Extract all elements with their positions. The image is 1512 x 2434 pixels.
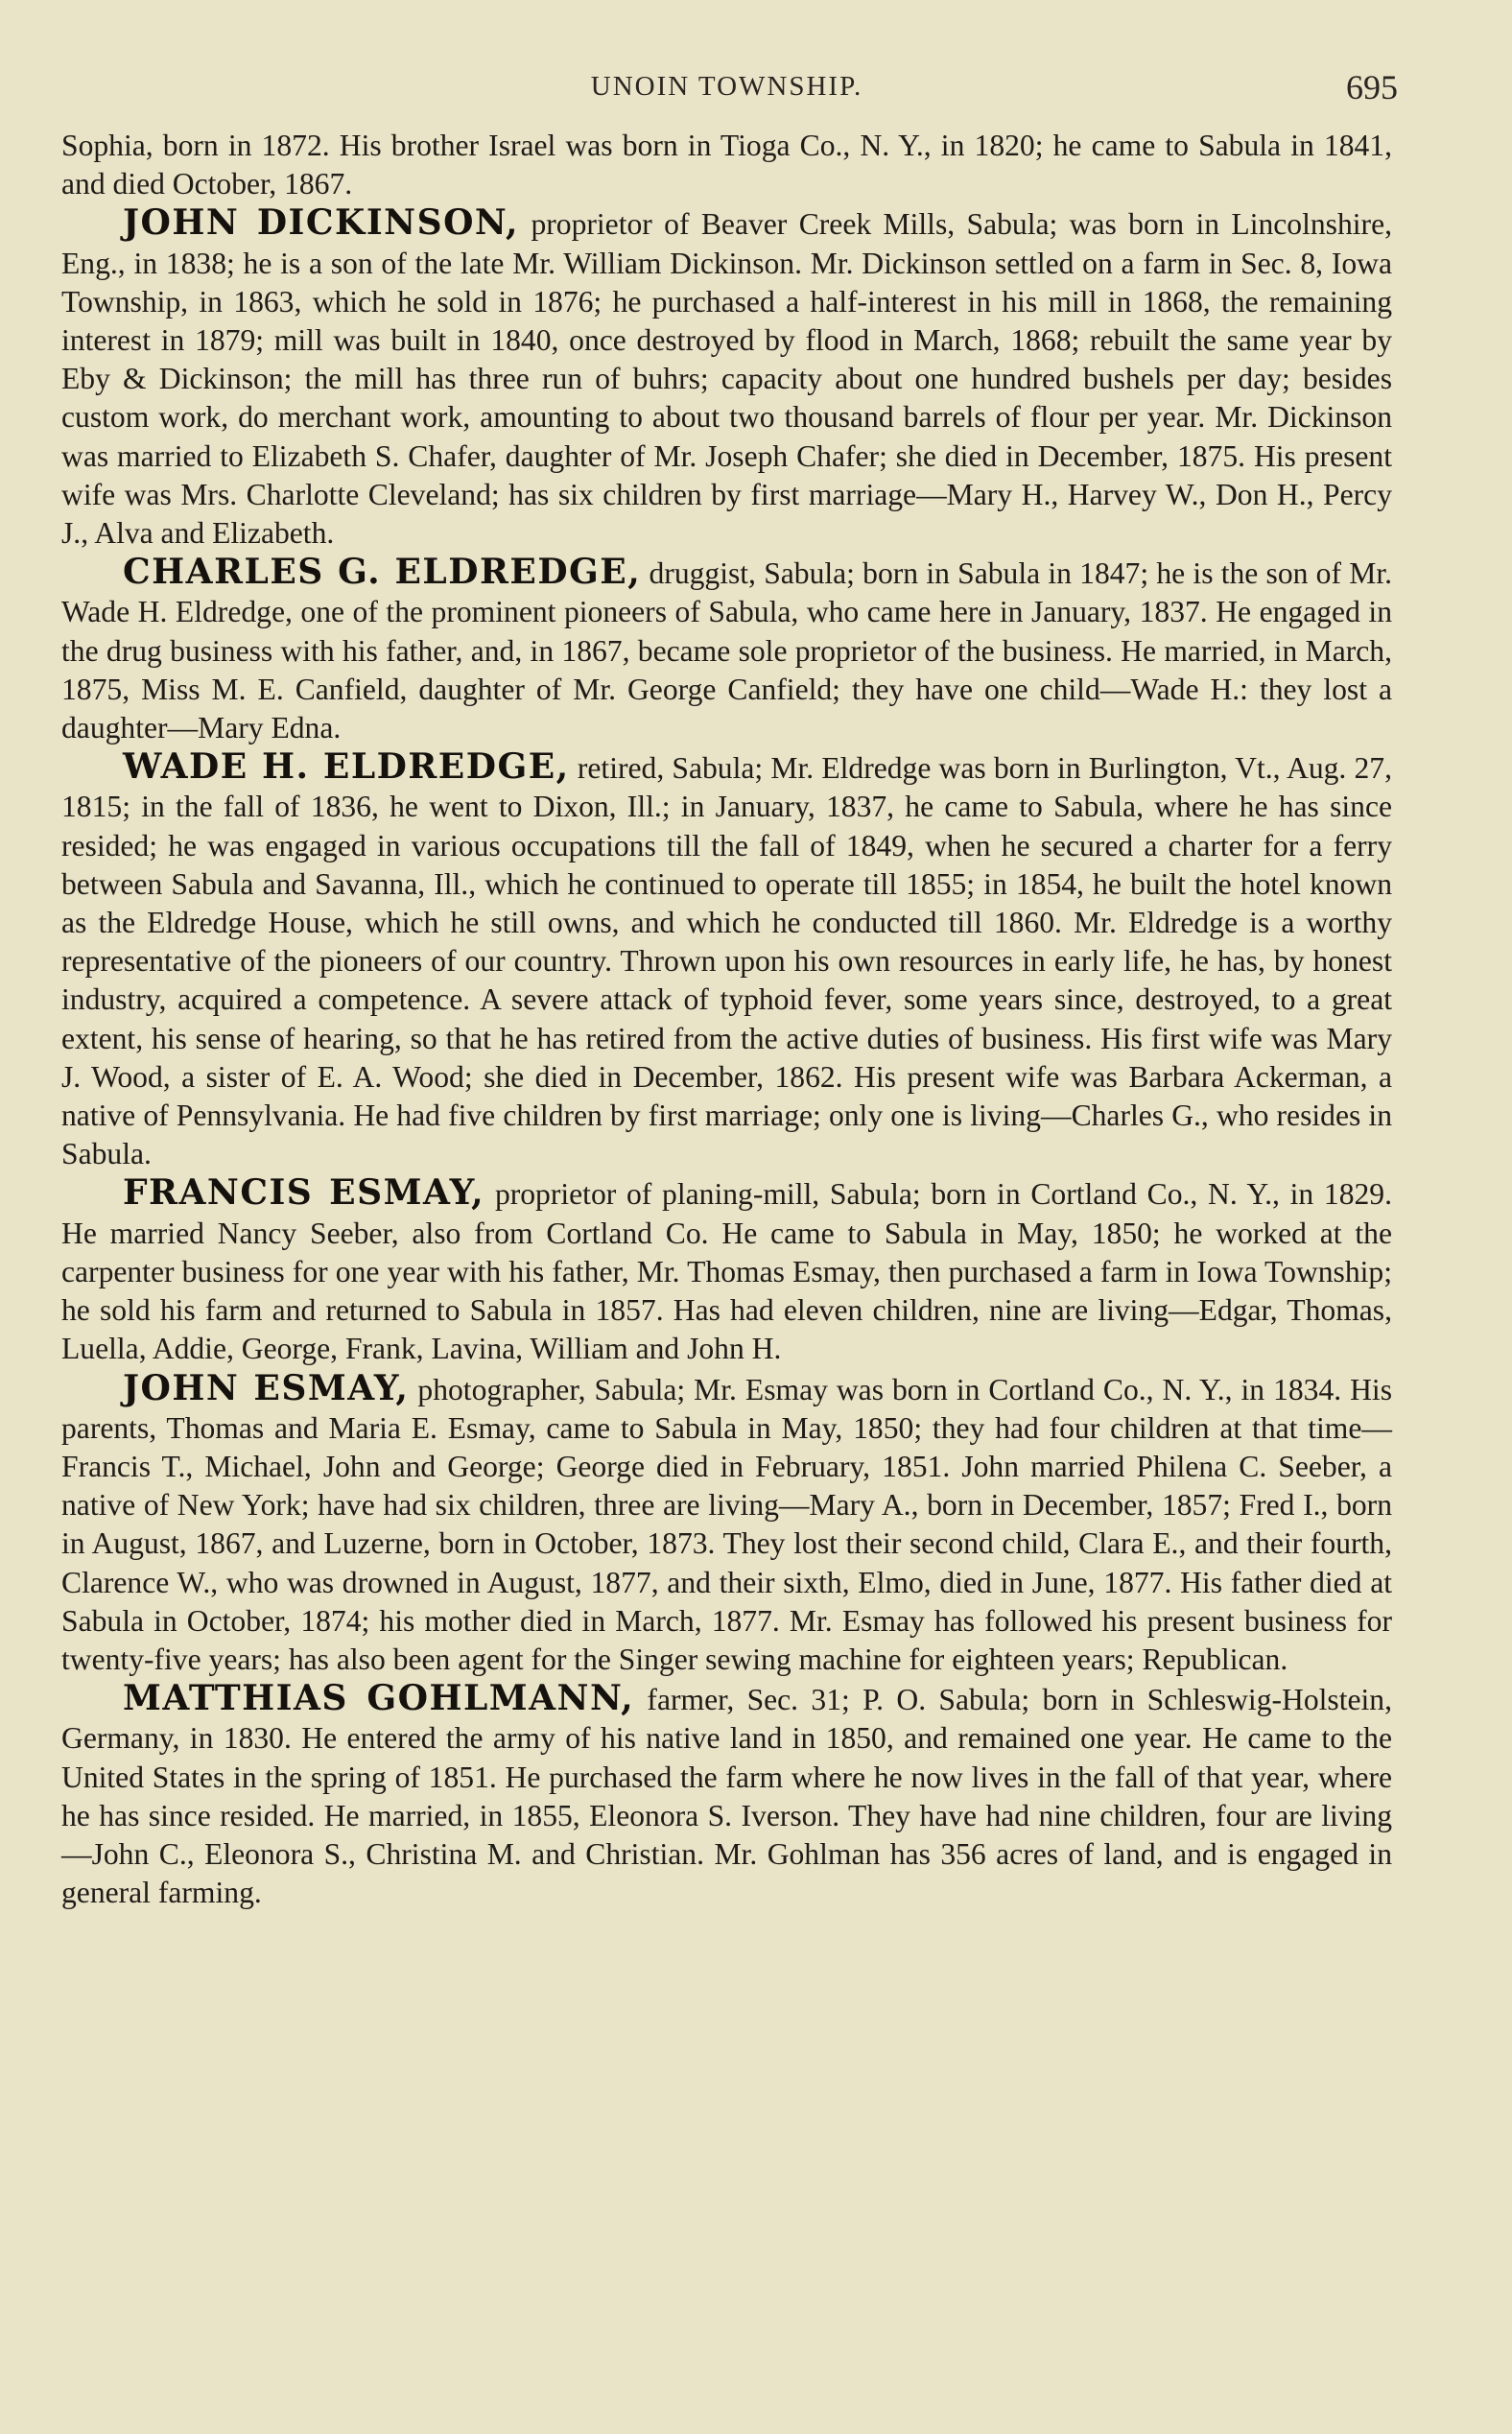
entry-charles-g-eldredge <box>61 553 1392 747</box>
page-number: 695 <box>1346 68 1398 106</box>
entry-matthias-gohlmann <box>61 1679 1392 1912</box>
entry-name: WADE H. ELDREDGE, <box>123 746 570 788</box>
entry-text: proprietor of Beaver Creek Mills, Sabula; was born in Lincolnshire, Eng., in 1838; he is a son of the late Mr. William Dickinson. Mr. Dickinson settled on a farm in Sec. 8, Iowa Township, in 1863, which he sold in 1876; he purchased a half-interest in his mill in 1868, the remaining interest in 1879; mill was built in 1840, once destroyed by flood in March, 1868; rebuilt the same year by Eby & Dickinson; the mill has three run of buhrs; capacity about one hundred bushels per day; besides custom work, do merchant work, amounting to about two thousand barrels of flour per year. Mr. Dickinson was married to Elizabeth S. Chafer, daughter of Mr. Joseph Chafer; she died in December, 1875. His present wife was Mrs. Charlotte Cleveland; has six children by first marriage—Mary H., Harvey W., Don H., Percy J., Alva and Elizabeth. <box>61 207 1392 551</box>
entry-text: farmer, Sec. 31; P. O. Sabula; born in Schleswig-Holstein, Germany, in 1830. He entered the army of his native land in 1850, and remained one year. He came to the United States in the spring of 1851. He purchased the farm where he now lives in the fall of that year, where he has since resided. He married, in 1855, Eleonora S. Iverson. They have had nine children, four are living—John C., Eleonora S., Christina M. and Christian. Mr. Gohlman has 356 acres of land, and is engaged in general farming. <box>61 1683 1392 1910</box>
entry-name: MATTHIAS GOHLMANN, <box>123 1678 635 1719</box>
entry-text: druggist, Sabula; born in Sabula in 1847; he is the son of Mr. Wade H. Eldredge, one of the prominent pioneers of Sabula, who came here in January, 1837. He engaged in the drug business with his father, and, in 1867, became sole proprietor of the business. He married, in March, 1875, Miss M. E. Canfield, daughter of Mr. George Canfield; they have one child—Wade H.: they lost a daughter—Mary Edna. <box>61 556 1392 745</box>
entry-name: CHARLES G. ELDREDGE, <box>123 552 642 593</box>
entry-francis-esmay <box>61 1173 1392 1368</box>
entry-text: retired, Sabula; Mr. Eldredge was born in Burlington, Vt., Aug. 27, 1815; in the fall of 1836, he went to Dixon, Ill.; in January, 1837, he came to Sabula, where he has since resided; he was engaged in various occupations till the fall of 1849, when he secured a charter for a ferry between Sabula and Savanna, Ill., which he continued to operate till 1855; in 1854, he built the hotel known as the Eldredge House, which he still owns, and which he conducted till 1860. Mr. Eldredge is a worthy representative of the pioneers of our country. Thrown upon his own resources in early life, he has, by honest industry, acquired a competence. A severe attack of typhoid fever, some years since, destroyed, to a great extent, his sense of hearing, so that he has retired from the active duties of business. His first wife was Mary J. Wood, a sister of E. A. Wood; she died in December, 1862. His present wife was Barbara Ackerman, a native of Pennsylvania. He had five children by first marriage; only one is living—Charles G., who resides in Sabula. <box>61 751 1392 1171</box>
running-head <box>61 61 1398 119</box>
body-text <box>61 127 1392 1912</box>
entry-text: photographer, Sabula; Mr. Esmay was born in Cortland Co., N. Y., in 1834. His parents, Thomas and Maria E. Esmay, came to Sabula in May, 1850; they had four children at that time—Francis T., Michael, John and George; George died in February, 1851. John married Philena C. Seeber, a native of New York; have had six children, three are living—Mary A., born in December, 1857; Fred I., born in August, 1867, and Luzerne, born in October, 1873. They lost their second child, Clara E., and their fourth, Clarence W., who was drowned in August, 1877, and their sixth, Elmo, died in June, 1877. His father died at Sabula in October, 1874; his mother died in March, 1877. Mr. Esmay has followed his present business for twenty-five years; has also been agent for the Singer sewing machine for eighteen years; Republican. <box>61 1372 1392 1676</box>
entry-name: FRANCIS ESMAY, <box>123 1172 485 1214</box>
entry-name: JOHN ESMAY, <box>123 1367 410 1408</box>
entry-text: proprietor of planing-mill, Sabula; born in Cortland Co., N. Y., in 1829. He married Nancy Seeber, also from Cortland Co. He came to Sabula in May, 1850; he worked at the carpenter business for one year with his father, Mr. Thomas Esmay, then purchased a farm in Iowa Township; he sold his farm and returned to Sabula in 1857. Has had eleven children, nine are living—Edgar, Thomas, Luella, Addie, George, Frank, Lavina, William and John H. <box>61 1177 1392 1366</box>
continued-paragraph: Sophia, born in 1872. His brother Israel was born in Tioga Co., N. Y., in 1820; he came to Sabula in 1841, and died October, 1867. <box>61 129 1392 201</box>
entry-john-dickinson <box>61 203 1392 553</box>
entry-name: JOHN DICKINSON, <box>123 202 520 244</box>
entry-john-esmay <box>61 1369 1392 1680</box>
running-title: UNOIN TOWNSHIP. <box>590 71 863 102</box>
entry-wade-h-eldredge <box>61 747 1392 1173</box>
